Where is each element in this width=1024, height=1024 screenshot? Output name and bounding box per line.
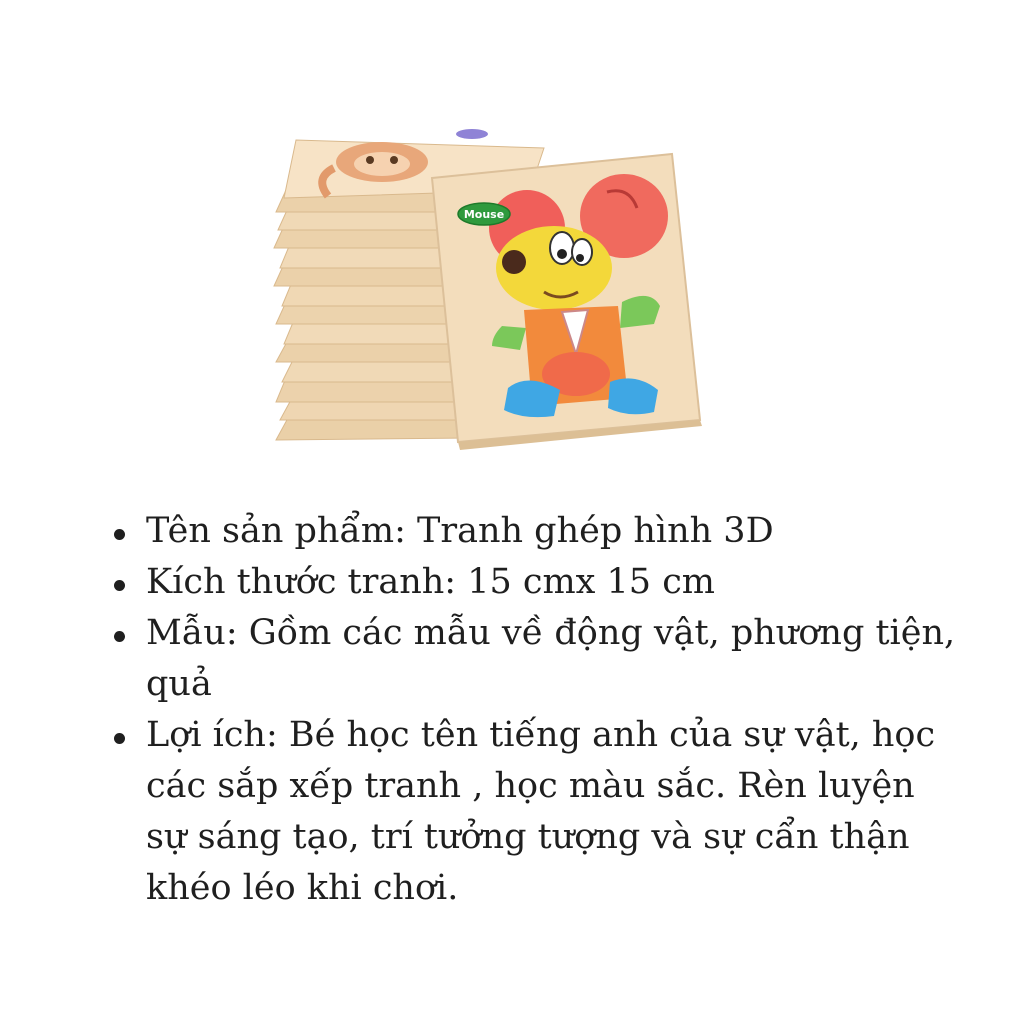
info-item-models: Mẫu: Gồm các mẫu về động vật, phương tiện, quả bbox=[112, 608, 962, 710]
product-image bbox=[262, 120, 712, 450]
info-item-product-name: Tên sản phẩm: Tranh ghép hình 3D bbox=[112, 506, 962, 557]
info-item-size: Kích thước tranh: 15 cmx 15 cm bbox=[112, 557, 962, 608]
puzzle-stack-illustration bbox=[262, 120, 712, 450]
mouse-nose bbox=[502, 250, 526, 274]
product-info-list bbox=[112, 506, 962, 914]
info-item-benefits: Lợi ích: Bé học tên tiếng anh của sự vật, học các sắp xếp tranh , học màu sắc. Rèn luyện sự sáng tạo, trí tưởng tượng và sự cẩn thận khéo léo khi chơi. bbox=[112, 710, 962, 914]
mouse-puzzle-board bbox=[432, 154, 702, 450]
back-tag bbox=[456, 129, 488, 139]
mouse-tag-label: Mouse bbox=[463, 208, 505, 221]
